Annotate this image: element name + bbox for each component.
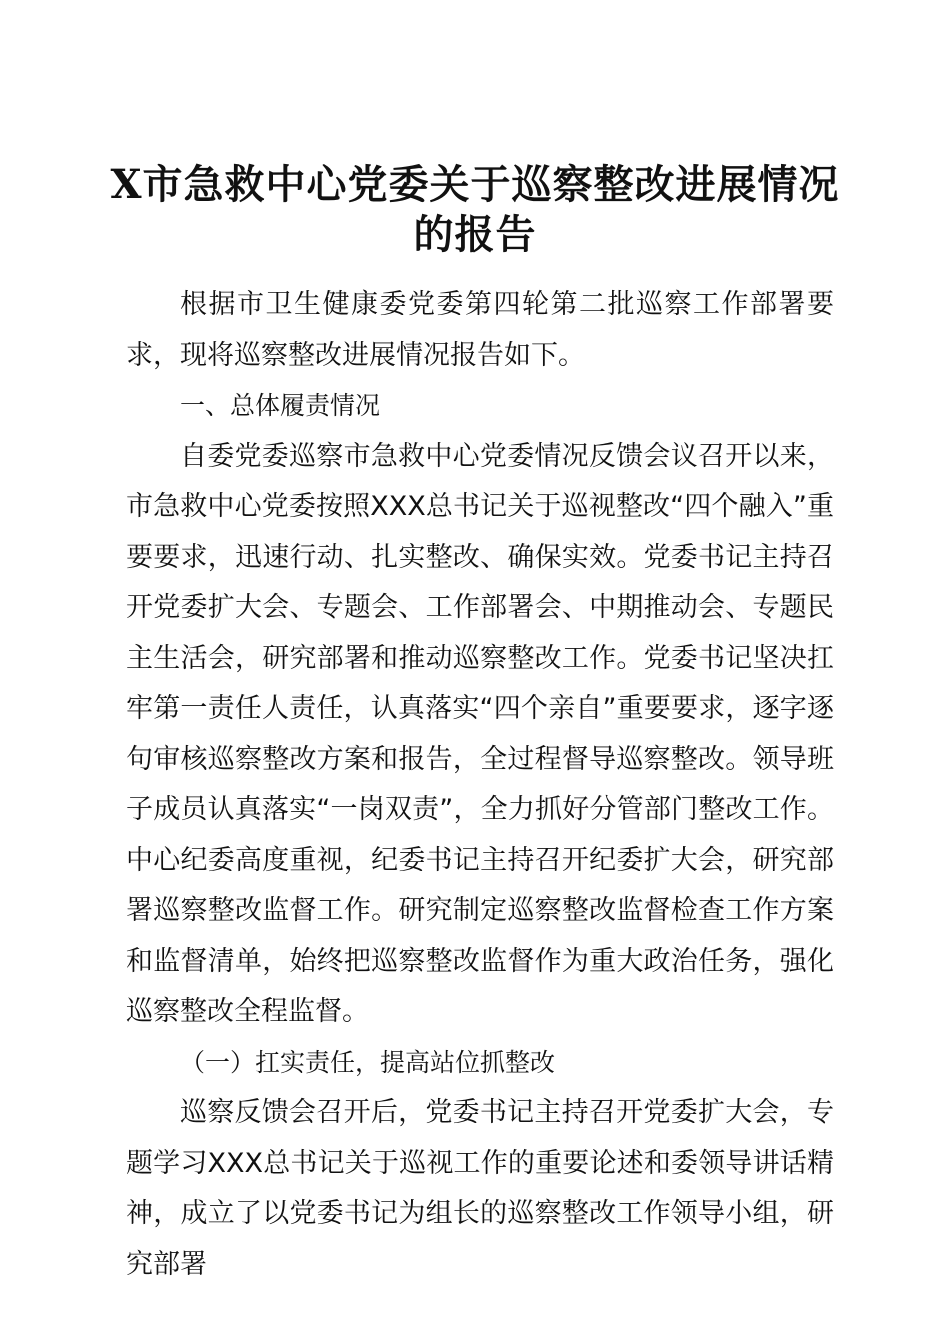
body-paragraph: 自委党委巡察市急救中心党委情况反馈会议召开以来，市急救中心党委按照XXX总书记关于巡视整改“四个融入”重要要求，迅速行动、扎实整改、确保实效。党委书记主持召开党委扩大会、专题会、工作部署会、中期推动会、专题民主生活会，研究部署和推动巡察整改工作。党委书记坚决扛牢第一责任人责任，认真落实“四个亲自”重要要求，逐字逐句审核巡察整改方案和报告，全过程督导巡察整改。领导班子成员认真落实“一岗双责”，全力抓好分管部门整改工作。中心纪委高度重视，纪委书记主持召开纪委扩大会，研究部署巡察整改监督工作。研究制定巡察整改监督检查工作方案和监督清单，始终把巡察整改监督作为重大政治任务，强化巡察整改全程监督。 xyxy=(126,440,834,1027)
section-heading-1: 一、总体履责情况 xyxy=(180,391,381,420)
document-body xyxy=(126,280,834,1290)
document-title: X市急救中心党委关于巡察整改进展情况的报告 xyxy=(110,161,840,258)
body-paragraph: 巡察反馈会召开后，党委书记主持召开党委扩大会，专题学习XXX总书记关于巡视工作的重要论述和委领导讲话精神，成立了以党委书记为组长的巡察整改工作领导小组，研究部署 xyxy=(126,1097,834,1280)
subsection-heading-1: （一）扛实责任，提高站位抓整改 xyxy=(180,1047,556,1077)
intro-paragraph: 根据市卫生健康委党委第四轮第二批巡察工作部署要求，现将巡察整改进展情况报告如下。 xyxy=(126,289,834,371)
